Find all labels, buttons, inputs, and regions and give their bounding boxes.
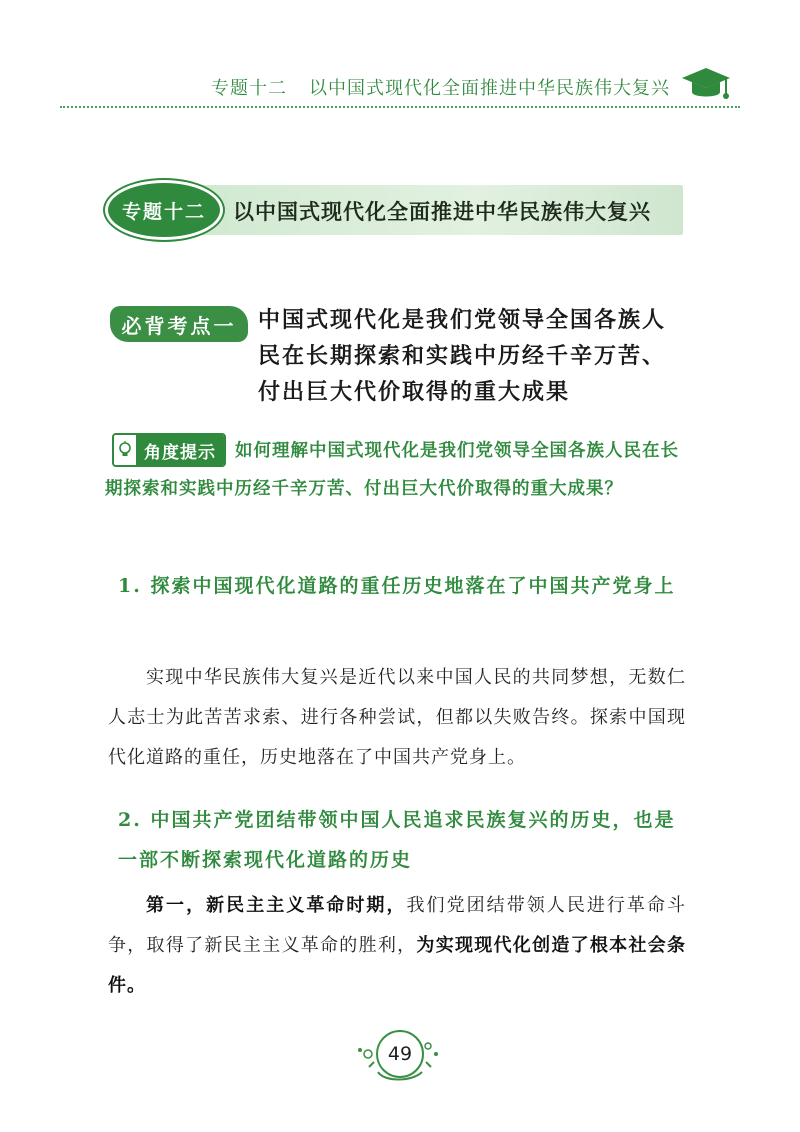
banner-title: 以中国式现代化全面推进中华民族伟大复兴 [233, 200, 651, 224]
page-number-badge [340, 1020, 460, 1090]
graduation-cap-icon [680, 64, 732, 104]
page-number: 49 [376, 1030, 424, 1078]
lightbulb-icon [114, 435, 136, 465]
hint-label: 角度提示 [136, 435, 224, 465]
keypoint-badge [110, 306, 248, 342]
chapter-banner [105, 180, 683, 242]
running-header [60, 58, 740, 108]
section-2-paragraph [108, 886, 686, 1006]
section-1-paragraph: 实现中华民族伟大复兴是近代以来中国人民的共同梦想，无数仁人志士为此苦苦求索、进行各种尝试，但都以失败告终。探索中国现代化道路的重任，历史地落在了中国共产党身上。 [108, 667, 686, 768]
keypoint-badge-label: 必背考点一 [121, 313, 237, 338]
section-1-heading: 1. 探索中国现代化道路的重任历史地落在了中国共产党身上 [118, 575, 676, 597]
section-2-heading: 2. 中国共产党团结带领中国人民追求民族复兴的历史，也是一部不断探索现代化道路的历史 [118, 809, 676, 871]
hint-text: 如何理解中国式现代化是我们党领导全国各族人民在长期探索和实践中历经千辛万苦、付出巨大代价取得的重大成果？ [105, 441, 679, 499]
running-title [211, 74, 670, 100]
running-title-text: 以中国式现代化全面推进中华民族伟大复兴 [309, 78, 670, 99]
section-2-end: 为实现现代化创造了根本社会条件。 [108, 935, 687, 996]
section-2-lead: 第一， [146, 895, 207, 916]
banner-label-oval [105, 180, 223, 240]
section-2-lead-bold: 新民主主义革命时期， [206, 895, 407, 916]
hint-badge [112, 433, 226, 467]
banner-label: 专题十二 [121, 200, 206, 223]
section-2-middle: 我们党团结带领人民进行革命斗争，取得了新民主主义革命的胜利， [108, 895, 687, 956]
running-label: 专题十二 [211, 78, 287, 99]
keypoint-title: 中国式现代化是我们党领导全国各族人民在长期探索和实践中历经千辛万苦、付出巨大代价取得的重大成果 [258, 307, 667, 405]
header-divider [60, 106, 740, 108]
